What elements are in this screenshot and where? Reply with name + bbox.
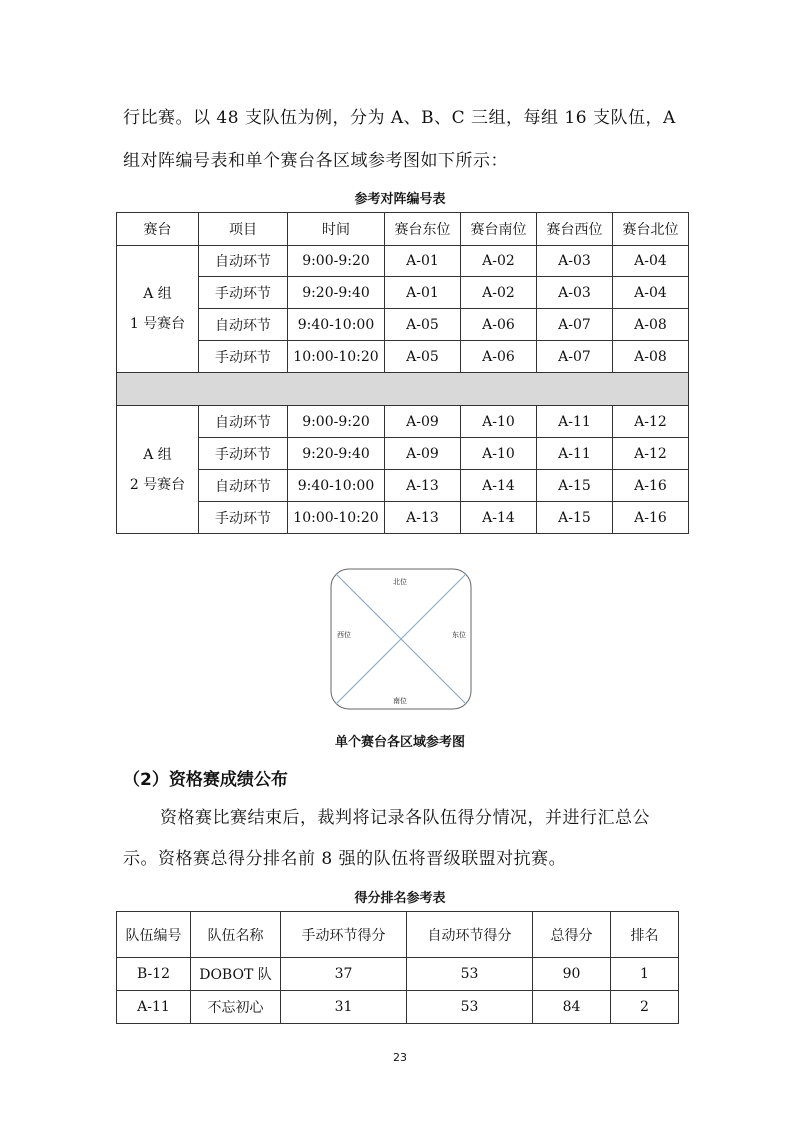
group2-label-line2: 2 号赛台	[129, 476, 186, 493]
group1-label-line1: A 组	[143, 286, 172, 302]
table-cell: 手动环节	[199, 341, 288, 373]
table-cell: A-13	[385, 470, 461, 502]
table-cell: 手动环节	[199, 502, 288, 534]
table-cell: 37	[281, 958, 407, 991]
table-cell: A-08	[613, 341, 689, 373]
table-cell: 1	[611, 958, 679, 991]
table-cell: 9:00-9:20	[288, 406, 385, 438]
score-ranking-table	[116, 911, 679, 1024]
table-cell: A-02	[461, 277, 537, 309]
table-cell: A-03	[537, 277, 613, 309]
table-cell: 90	[533, 958, 611, 991]
table-cell: 自动环节	[199, 246, 288, 277]
north-label: 北位	[393, 578, 407, 586]
table-cell: A-03	[537, 246, 613, 277]
table2-header-cell: 自动环节得分	[407, 912, 533, 958]
section-para-line-1: 资格赛比赛结束后，裁判将记录各队伍得分情况，并进行汇总公	[160, 808, 650, 828]
table2-header-cell: 排名	[611, 912, 679, 958]
table1-header-cell: 赛台南位	[461, 213, 537, 246]
table-cell: A-02	[461, 246, 537, 277]
intro-line-2: 组对阵编号表和单个赛台各区域参考图如下所示：	[123, 151, 508, 171]
intro-line-1: 行比赛。以 48 支队伍为例，分为 A、B、C 三组，每组 16 支队伍，A	[123, 108, 676, 128]
table-separator-row	[117, 373, 689, 406]
table-cell: 84	[533, 991, 611, 1024]
table-cell: A-05	[385, 341, 461, 373]
table-row	[117, 406, 689, 438]
table-cell: 不忘初心	[191, 991, 281, 1024]
table-cell: 自动环节	[199, 470, 288, 502]
table1-caption: 参考对阵编号表	[354, 192, 446, 207]
table-cell: A-07	[537, 341, 613, 373]
table-cell: 9:20-9:40	[288, 438, 385, 470]
table-cell: A-15	[537, 470, 613, 502]
table-cell: A-11	[537, 438, 613, 470]
table-cell: A-12	[613, 406, 689, 438]
table-row	[117, 246, 689, 277]
table1-header-cell: 项目	[199, 213, 288, 246]
table-cell: A-04	[613, 246, 689, 277]
table1-header-cell: 时间	[288, 213, 385, 246]
table-row	[117, 502, 689, 534]
table-cell: 10:00-10:20	[288, 341, 385, 373]
group2-label	[117, 406, 199, 534]
table-cell: A-11	[117, 991, 191, 1024]
table-cell: A-09	[385, 406, 461, 438]
table-cell: A-10	[461, 406, 537, 438]
table-row	[117, 277, 689, 309]
table-cell: A-01	[385, 277, 461, 309]
table-cell: 手动环节	[199, 438, 288, 470]
table-cell: A-01	[385, 246, 461, 277]
table2-header-cell: 总得分	[533, 912, 611, 958]
match-schedule-table	[116, 212, 689, 534]
diagram-caption: 单个赛台各区域参考图	[334, 735, 465, 750]
table-cell: A-13	[385, 502, 461, 534]
table2-caption: 得分排名参考表	[354, 891, 446, 906]
table1-header-cell: 赛台东位	[385, 213, 461, 246]
table2-header-cell: 队伍编号	[117, 912, 191, 958]
table-cell: 31	[281, 991, 407, 1024]
table-cell: 2	[611, 991, 679, 1024]
table-cell: A-04	[613, 277, 689, 309]
section-heading: （2）资格赛成绩公布	[123, 770, 288, 790]
table-cell: A-15	[537, 502, 613, 534]
west-label: 西位	[337, 631, 351, 639]
table-row	[117, 958, 679, 991]
table1-header-cell: 赛台西位	[537, 213, 613, 246]
table-cell: A-12	[613, 438, 689, 470]
table-cell: A-06	[461, 309, 537, 341]
table-cell: A-06	[461, 341, 537, 373]
table2-header-cell: 手动环节得分	[281, 912, 407, 958]
table-cell: A-07	[537, 309, 613, 341]
table-cell: 自动环节	[199, 406, 288, 438]
table-cell: A-05	[385, 309, 461, 341]
separator-cell	[117, 373, 689, 406]
table-row	[117, 341, 689, 373]
stage-region-diagram	[330, 568, 472, 710]
table-cell: 53	[407, 958, 533, 991]
table-row	[117, 991, 679, 1024]
table-cell: A-14	[461, 470, 537, 502]
south-label: 南位	[393, 697, 407, 705]
table-cell: A-16	[613, 502, 689, 534]
table1-header-cell: 赛台北位	[613, 213, 689, 246]
table-cell: DOBOT 队	[191, 958, 281, 991]
east-label: 东位	[452, 631, 466, 639]
table-cell: 自动环节	[199, 309, 288, 341]
table-cell: A-11	[537, 406, 613, 438]
table-cell: A-09	[385, 438, 461, 470]
table-cell: 53	[407, 991, 533, 1024]
table-cell: 手动环节	[199, 277, 288, 309]
section-para-line-2: 示。资格赛总得分排名前 8 强的队伍将晋级联盟对抗赛。	[123, 849, 567, 869]
group2-label-line1: A 组	[143, 446, 172, 463]
table-cell: A-10	[461, 438, 537, 470]
table-row	[117, 470, 689, 502]
table-cell: 9:20-9:40	[288, 277, 385, 309]
table2-header-row	[117, 912, 679, 958]
table-cell: B-12	[117, 958, 191, 991]
table1-header-row	[117, 213, 689, 246]
group1-label-line2: 1 号赛台	[129, 316, 186, 332]
table-cell: 10:00-10:20	[288, 502, 385, 534]
table-cell: 9:40-10:00	[288, 470, 385, 502]
table-row	[117, 438, 689, 470]
table-row	[117, 309, 689, 341]
table-cell: 9:00-9:20	[288, 246, 385, 277]
table-cell: A-14	[461, 502, 537, 534]
table1-header-cell: 赛台	[117, 213, 199, 246]
table-cell: 9:40-10:00	[288, 309, 385, 341]
table2-header-cell: 队伍名称	[191, 912, 281, 958]
group1-label	[117, 246, 199, 373]
page-number: 23	[393, 1051, 407, 1064]
table-cell: A-16	[613, 470, 689, 502]
table-cell: A-08	[613, 309, 689, 341]
